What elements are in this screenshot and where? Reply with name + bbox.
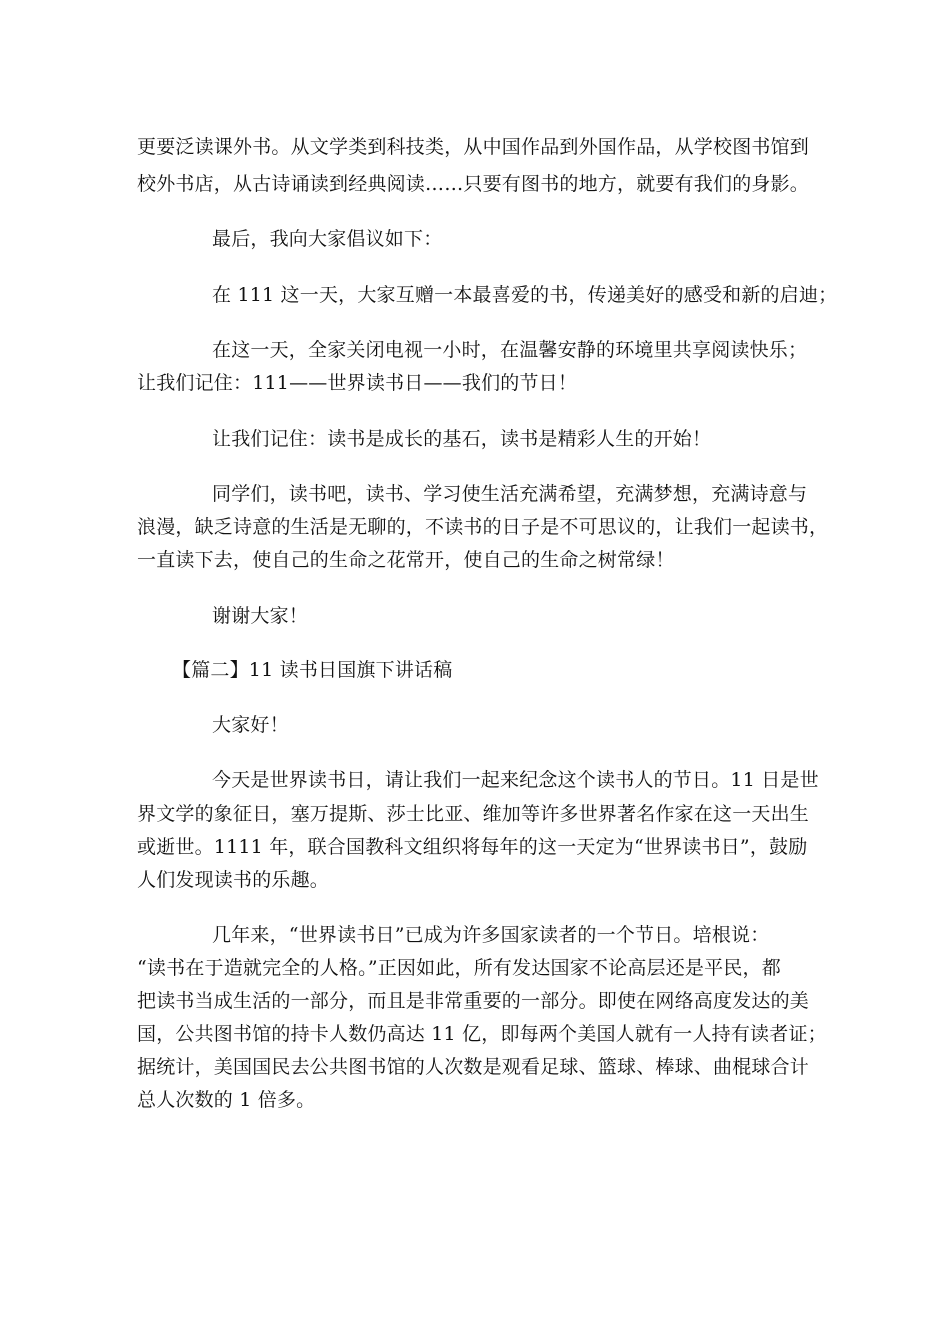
thanks-line: 谢谢大家！: [212, 605, 309, 627]
proposal-intro: 最后，我向大家倡议如下：: [212, 228, 443, 250]
paragraph-line: 同学们，读书吧，读书、学习使生活充满希望，充满梦想，充满诗意与: [212, 483, 808, 505]
paragraph-line: 一直读下去，使自己的生命之花常开，使自己的生命之树常绿！: [137, 549, 675, 571]
proposal-item-1: 在 111 这一天，大家互赠一本最喜爱的书，传递美好的感受和新的启迪；: [212, 284, 838, 306]
paragraph-line: 国，公共图书馆的持卡人数仍高达 11 亿，即每两个美国人就有一人持有读者证；: [137, 1023, 827, 1045]
remember-line-2: 让我们记住：读书是成长的基石，读书是精彩人生的开始！: [212, 428, 712, 450]
paragraph-line: 人们发现读书的乐趣。: [137, 869, 330, 891]
paragraph-line: 几年来，“世界读书日”已成为许多国家读者的一个节日。培根说：: [212, 924, 770, 946]
greeting-line: 大家好！: [212, 714, 289, 736]
paragraph-line: 更要泛读课外书。从文学类到科技类，从中国作品到外国作品，从学校图书馆到: [137, 136, 810, 158]
paragraph-line: 据统计，美国国民去公共图书馆的人次数是观看足球、篮球、棒球、曲棍球合计: [137, 1056, 810, 1078]
paragraph-line: 校外书店，从古诗诵读到经典阅读……只要有图书的地方，就要有我们的身影。: [137, 173, 810, 195]
paragraph-line: 界文学的象征日，塞万提斯、莎士比亚、维加等许多世界著名作家在这一天出生: [137, 803, 810, 825]
paragraph-line: 浪漫，缺乏诗意的生活是无聊的，不读书的日子是不可思议的，让我们一起读书，: [137, 516, 829, 538]
paragraph-line: 总人次数的 1 倍多。: [137, 1089, 316, 1111]
paragraph-line: “读书在于造就完全的人格。”正因如此，所有发达国家不论高层还是平民，都: [137, 957, 781, 979]
paragraph-line: 把读书当成生活的一部分，而且是非常重要的一部分。即使在网络高度发达的美: [137, 990, 810, 1012]
remember-line-1: 让我们记住：111——世界读书日——我们的节日！: [137, 372, 578, 394]
paragraph-line: 今天是世界读书日，请让我们一起来纪念这个读书人的节日。11 日是世: [212, 769, 819, 791]
section-title: 【篇二】11 读书日国旗下讲话稿: [172, 659, 453, 681]
paragraph-line: 或逝世。1111 年，联合国教科文组织将每年的这一天定为“世界读书日”，鼓励: [137, 836, 808, 858]
proposal-item-2: 在这一天，全家关闭电视一小时，在温馨安静的环境里共享阅读快乐；: [212, 339, 808, 361]
